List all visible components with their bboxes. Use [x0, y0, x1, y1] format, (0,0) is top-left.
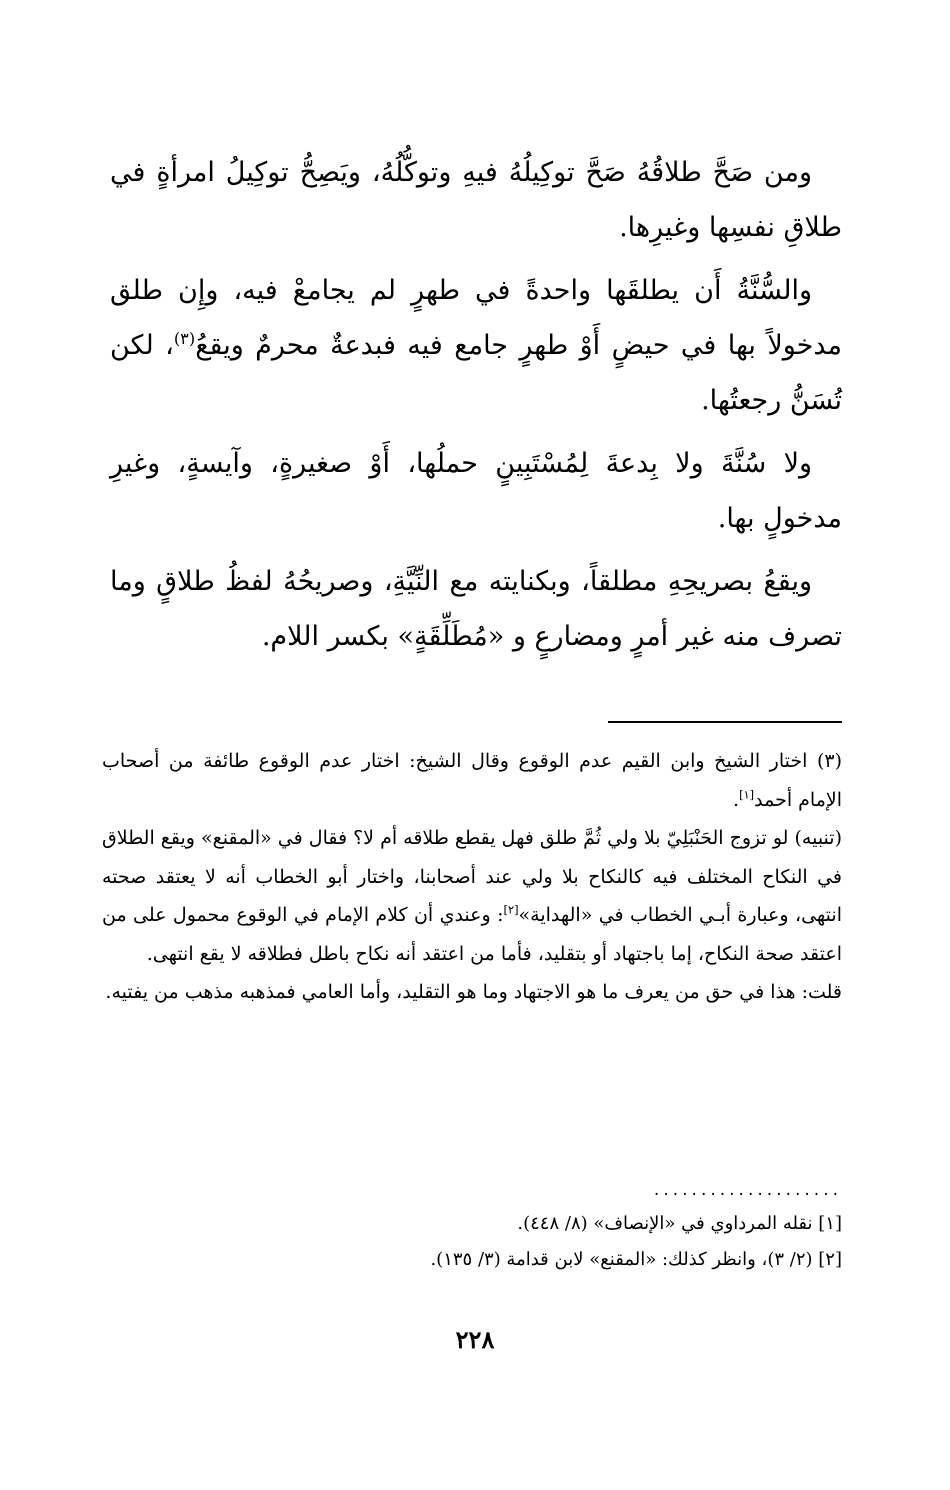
- footnote-3-note: [102, 819, 842, 973]
- editor-note-ref-1[interactable]: [١]: [739, 787, 755, 802]
- editor-note-2: [٢] (٢/ ٣)، وانظر كذلك: «المقنع» لابن قدامة (٣/ ١٣٥).: [430, 1249, 842, 1270]
- paragraph-3-text: ولا سُنَّةَ ولا بِدعةَ لِمُسْتَبِينٍ حملُها، أَوْ صغيرةٍ، وآيسةٍ، وغيرِ مدخولٍ بها.: [110, 448, 842, 534]
- paragraph-2-text-a: والسُّنَّةُ أَن يطلقَها واحدةً في طهرٍ لم يجامعْ فيه، وإِن طلق مدخولاً بها في حيضٍ أَوْ طهرٍ جامع فيه فبدعةٌ محرمٌ ويقعُ: [110, 275, 843, 361]
- editor-note-ref-2[interactable]: [٢]: [503, 902, 519, 917]
- footnote-separator: [608, 721, 842, 723]
- footnote-3-text-a: اختار الشيخ وابن القيم عدم الوقوع وقال الشيخ: اختار عدم الوقوع طائفة من أصحاب الإمام أحمد: [102, 750, 842, 811]
- footnote-ref-3[interactable]: (٣): [173, 329, 196, 348]
- editor-note-1: [١] نقله المرداوي في «الإنصاف» (٨/ ٤٤٨).: [517, 1213, 842, 1234]
- footnote-3: [102, 742, 842, 819]
- footnotes: [102, 742, 842, 1012]
- page-number: ٢٢٨: [455, 1325, 495, 1354]
- footnote-3-text-d: : وعندي أن كلام الإمام في الوقوع محمول على من اعتقد صحة النكاح، إما باجتهاد أو بتقليد، فأما من اعتقد أنه نكاح باطل فطلاقه لا يقع انتهى.: [102, 904, 842, 965]
- paragraph-1: [110, 145, 842, 255]
- footnote-3-marker: (٣): [816, 750, 842, 772]
- paragraph-3: [110, 436, 842, 546]
- main-text: [110, 145, 842, 672]
- footnote-3-comment: [102, 973, 842, 1012]
- footnote-3-text-e: قلت: هذا في حق من يعرف ما هو الاجتهاد وما هو التقليد، وأما العامي فمذهبه مذهب من يفتيه.: [105, 981, 842, 1003]
- footnote-3-text-b: .: [733, 788, 740, 811]
- paragraph-1-text: ومن صَحَّ طلاقُهُ صَحَّ توكِيلُهُ فيهِ وتوكُّلُهُ، ويَصِحُّ توكِيلُ امرأةٍ في طلاقِ نفسِها وغيرِها.: [110, 157, 842, 243]
- editor-notes: [102, 1206, 842, 1278]
- paragraph-4-text: ويقعُ بصريحِهِ مطلقاً، وبكنايته مع النِّيَّةِ، وصريحُهُ لفظُ طلاقٍ وما تصرف منه غير أمرٍ ومضارعٍ و «مُطَلِّقَةٍ» بكسر اللام.: [110, 566, 842, 652]
- footnote-3-text-c: (تنبيه) لو تزوج الحَنْبَلِيّ بلا ولي ثُمَّ طلق فهل يقطع طلاقه أم لا؟ فقال في «المقنع» ويقع الطلاق في النكاح المختلف فيه كالنكاح بلا ولي عند أصحابنا، واختار أبو الخطاب أنه لا يعتقد صحته انتهى، وعبارة أبـي الخطاب في «الهداية»: [102, 827, 842, 926]
- editor-notes-separator: ....................: [653, 1180, 842, 1200]
- paragraph-4: [110, 554, 842, 664]
- paragraph-2-text-b: ، لكن تُسَنُّ رجعتُها.: [110, 330, 842, 416]
- paragraph-2: [110, 263, 842, 428]
